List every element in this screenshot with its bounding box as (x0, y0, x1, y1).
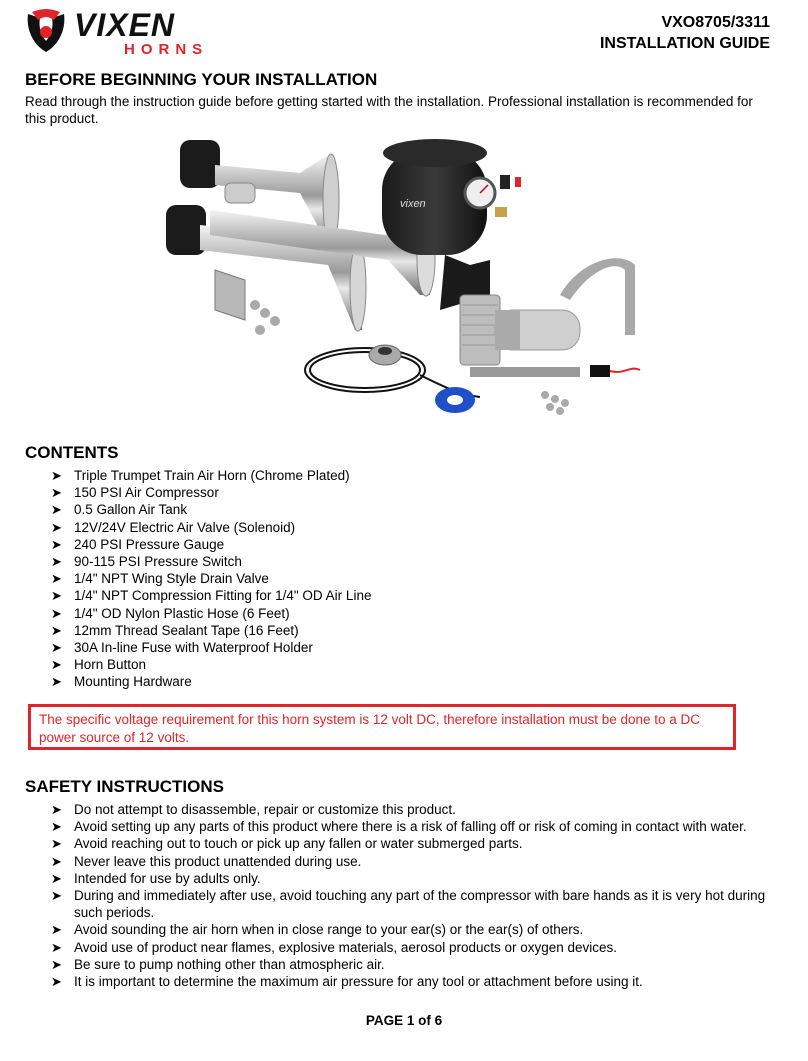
voltage-warning-box (28, 704, 736, 750)
safety-section (25, 777, 785, 990)
list-item: ➤ Never leave this product unattended during use. (51, 853, 362, 869)
arrow-bullet-icon: ➤ (51, 674, 62, 690)
list-item: ➤ Mounting Hardware (51, 674, 192, 690)
list-item: ➤ 1/4" NPT Compression Fitting for 1/4" OD Air Line (51, 588, 372, 604)
before-heading: BEFORE BEGINNING YOUR INSTALLATION (25, 70, 378, 89)
list-item: ➤ 1/4" OD Nylon Plastic Hose (6 Feet) (51, 605, 290, 621)
arrow-bullet-icon: ➤ (51, 554, 62, 570)
list-item: ➤ 90-115 PSI Pressure Switch (51, 554, 242, 570)
arrow-bullet-icon: ➤ (51, 571, 62, 587)
arrow-bullet-icon: ➤ (51, 888, 62, 904)
arrow-bullet-icon: ➤ (51, 870, 62, 886)
horn-button-icon (369, 345, 401, 365)
arrow-bullet-icon: ➤ (51, 605, 62, 621)
mounting-bracket-icon (215, 270, 280, 335)
arrow-bullet-icon: ➤ (51, 853, 62, 869)
arrow-bullet-icon: ➤ (51, 956, 62, 972)
tank-logo: vixen (400, 198, 426, 210)
inline-fuse-icon (590, 365, 640, 377)
arrow-bullet-icon: ➤ (51, 468, 62, 483)
document-header (600, 12, 770, 54)
list-item: ➤ Do not attempt to disassemble, repair or customize this product. (51, 802, 456, 817)
arrow-bullet-icon: ➤ (51, 485, 62, 501)
contents-heading: CONTENTS (25, 443, 119, 462)
doc-title: INSTALLATION GUIDE (599, 35, 770, 52)
list-item: ➤ 150 PSI Air Compressor (51, 485, 219, 501)
list-item: ➤ 30A In-line Fuse with Waterproof Holder (51, 640, 313, 656)
list-item: ➤ 12mm Thread Sealant Tape (16 Feet) (51, 622, 299, 638)
arrow-bullet-icon: ➤ (51, 536, 62, 552)
logo-sub: HORNS (124, 41, 209, 56)
list-item: ➤ It is important to determine the maximum air pressure for any tool or attachment before using it. (51, 974, 643, 990)
arrow-bullet-icon: ➤ (51, 802, 62, 817)
list-item: ➤ Horn Button (51, 657, 147, 673)
list-item: ➤ 12V/24V Electric Air Valve (Solenoid) (51, 519, 296, 535)
page-number: PAGE 1 of 6 (365, 1013, 443, 1028)
horn-emblem-icon (28, 9, 65, 52)
arrow-bullet-icon: ➤ (51, 974, 62, 990)
doc-code: VXO8705/3311 (661, 14, 770, 31)
arrow-bullet-icon: ➤ (51, 836, 62, 852)
voltage-warning-text: The specific voltage requirement for this horn system is 12 volt DC, therefore installation must be done to a DC power source of 12 volts. (39, 712, 701, 745)
arrow-bullet-icon: ➤ (51, 588, 62, 604)
before-section (25, 70, 775, 127)
list-item: ➤ Be sure to pump nothing other than atmospheric air. (51, 956, 385, 972)
list-item: ➤ 1/4" NPT Wing Style Drain Valve (51, 571, 269, 587)
arrow-bullet-icon: ➤ (51, 819, 62, 835)
list-item: ➤ 0.5 Gallon Air Tank (51, 502, 188, 518)
arrow-bullet-icon: ➤ (51, 922, 62, 938)
list-item: ➤ During and immediately after use, avoid touching any part of the compressor with bare hands as it is very hot during such periods. (51, 888, 766, 921)
logo-word: VIXEN (74, 7, 176, 43)
before-text: Read through the instruction guide before getting started with the installation. Professional installation is recommended for this product. (25, 94, 753, 126)
list-item: ➤ Avoid sounding the air horn when in close range to your ear(s) or the ear(s) of others. (51, 922, 584, 938)
arrow-bullet-icon: ➤ (51, 640, 62, 656)
list-item: ➤ Triple Trumpet Train Air Horn (Chrome Plated) (51, 468, 350, 483)
vixen-horns-logo (24, 6, 244, 56)
contents-list (25, 467, 775, 691)
list-item: ➤ Avoid reaching out to touch or pick up any fallen or water submerged parts. (51, 836, 523, 852)
safety-heading: SAFETY INSTRUCTIONS (25, 777, 224, 796)
list-item: ➤ Avoid use of product near flames, explosive materials, aerosol products or oxygen devices. (51, 939, 618, 955)
mounting-hardware-icon (541, 391, 569, 415)
product-image (150, 135, 650, 420)
list-item: ➤ 240 PSI Pressure Gauge (51, 536, 225, 552)
safety-list (25, 801, 785, 990)
list-item: ➤ Avoid setting up any parts of this product where there is a risk of falling off or risk of coming in contact with water. (51, 819, 747, 835)
list-item: ➤ Intended for use by adults only. (51, 870, 261, 886)
contents-section (25, 443, 775, 691)
arrow-bullet-icon: ➤ (51, 939, 62, 955)
arrow-bullet-icon: ➤ (51, 502, 62, 518)
arrow-bullet-icon: ➤ (51, 519, 62, 535)
thread-sealant-tape-icon (435, 387, 475, 413)
arrow-bullet-icon: ➤ (51, 657, 62, 673)
air-tank-icon (382, 139, 521, 310)
arrow-bullet-icon: ➤ (51, 622, 62, 638)
